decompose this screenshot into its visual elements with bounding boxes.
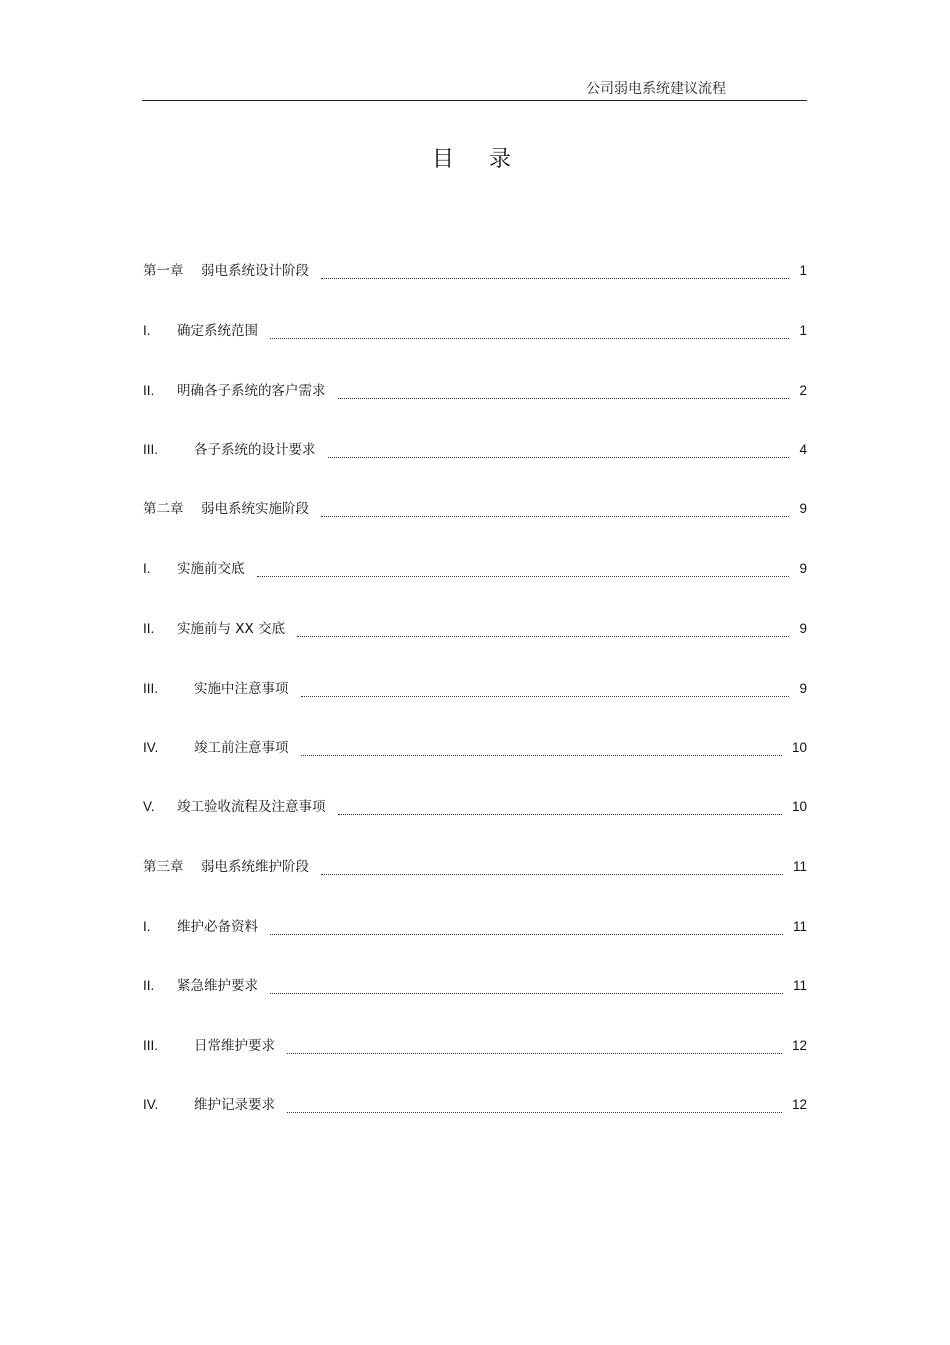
toc-entry-title: 各子系统的设计要求 [194, 442, 316, 458]
toc-entry-title: 竣工前注意事项 [194, 740, 289, 756]
toc-entry-page: 11 [792, 919, 807, 934]
toc-dot-leader [321, 516, 789, 517]
toc-entry[interactable] [143, 975, 807, 997]
toc-entry[interactable] [143, 737, 807, 759]
toc-entry-number: I. [143, 561, 151, 576]
toc-entry[interactable] [143, 260, 807, 282]
toc-entry-page: 10 [791, 740, 807, 755]
toc-entry-title: 紧急维护要求 [177, 978, 258, 994]
toc-entry-number: I. [143, 323, 151, 338]
toc-entry-title: 维护记录要求 [194, 1097, 275, 1113]
toc-dot-leader [270, 338, 789, 339]
page-title: 目 录 [432, 147, 525, 172]
toc-entry-title: 确定系统范围 [177, 323, 258, 339]
toc-entry[interactable] [143, 380, 807, 402]
toc-entry-page: 1 [799, 323, 807, 338]
toc-dot-leader [301, 755, 782, 756]
toc-entry-number: II. [143, 621, 155, 636]
toc-entry-page: 1 [799, 263, 807, 278]
toc-entry-number: III. [143, 442, 159, 457]
toc-entry-number: IV. [143, 740, 159, 755]
toc-entry-number: 第三章 [143, 859, 184, 875]
toc-entry[interactable] [143, 678, 807, 700]
toc-entry-number: III. [143, 1038, 159, 1053]
toc-entry-title: 竣工验收流程及注意事项 [177, 799, 326, 815]
toc-dot-leader [321, 874, 783, 875]
toc-dot-leader [321, 278, 789, 279]
toc-entry-page: 10 [791, 799, 807, 814]
toc-entry-page: 11 [792, 859, 807, 874]
toc-entry-page: 11 [792, 978, 807, 993]
toc-entry[interactable] [143, 856, 807, 878]
toc-entry-number: I. [143, 919, 151, 934]
toc-entry-number: II. [143, 978, 155, 993]
header-divider [142, 100, 807, 101]
toc-dot-leader [301, 696, 790, 697]
toc-entry[interactable] [143, 618, 807, 640]
toc-entry-number: 第一章 [143, 263, 184, 279]
toc-entry-title: 实施中注意事项 [194, 681, 289, 697]
toc-entry[interactable] [143, 498, 807, 520]
toc-entry-title: 实施前与 XX 交底 [177, 621, 286, 637]
document-header-title: 公司弱电系统建议流程 [586, 81, 726, 97]
toc-entry-number: 第二章 [143, 501, 184, 517]
toc-entry[interactable] [143, 1094, 807, 1116]
toc-entry-page: 12 [791, 1097, 807, 1112]
toc-dot-leader [287, 1112, 782, 1113]
toc-entry[interactable] [143, 796, 807, 818]
toc-entry-number: III. [143, 681, 159, 696]
toc-dot-leader [270, 934, 783, 935]
toc-entry-number: IV. [143, 1097, 159, 1112]
toc-entry[interactable] [143, 1035, 807, 1057]
toc-dot-leader [297, 636, 789, 637]
toc-entry[interactable] [143, 916, 807, 938]
toc-dot-leader [338, 398, 790, 399]
toc-entry[interactable] [143, 320, 807, 342]
toc-entry-page: 9 [799, 621, 807, 636]
toc-entry-title: 日常维护要求 [194, 1038, 275, 1054]
toc-entry-page: 4 [799, 442, 807, 457]
toc-entry-page: 2 [799, 383, 807, 398]
toc-entry[interactable] [143, 558, 807, 580]
toc-entry-title: 实施前交底 [177, 561, 245, 577]
toc-entry[interactable] [143, 439, 807, 461]
toc-entry-number: II. [143, 383, 155, 398]
toc-dot-leader [328, 457, 790, 458]
toc-entry-title: 弱电系统设计阶段 [201, 263, 309, 279]
toc-entry-title: 弱电系统实施阶段 [201, 501, 309, 517]
toc-dot-leader [257, 576, 790, 577]
toc-entry-title: 维护必备资料 [177, 919, 258, 935]
toc-entry-page: 9 [799, 681, 807, 696]
toc-entry-number: V. [143, 799, 155, 814]
toc-entry-title: 明确各子系统的客户需求 [177, 383, 326, 399]
toc-dot-leader [270, 993, 783, 994]
toc-entry-page: 9 [799, 501, 807, 516]
toc-entry-title: 弱电系统维护阶段 [201, 859, 309, 875]
toc-dot-leader [338, 814, 782, 815]
toc-dot-leader [287, 1053, 782, 1054]
toc-entry-page: 9 [799, 561, 807, 576]
toc-entry-page: 12 [791, 1038, 807, 1053]
